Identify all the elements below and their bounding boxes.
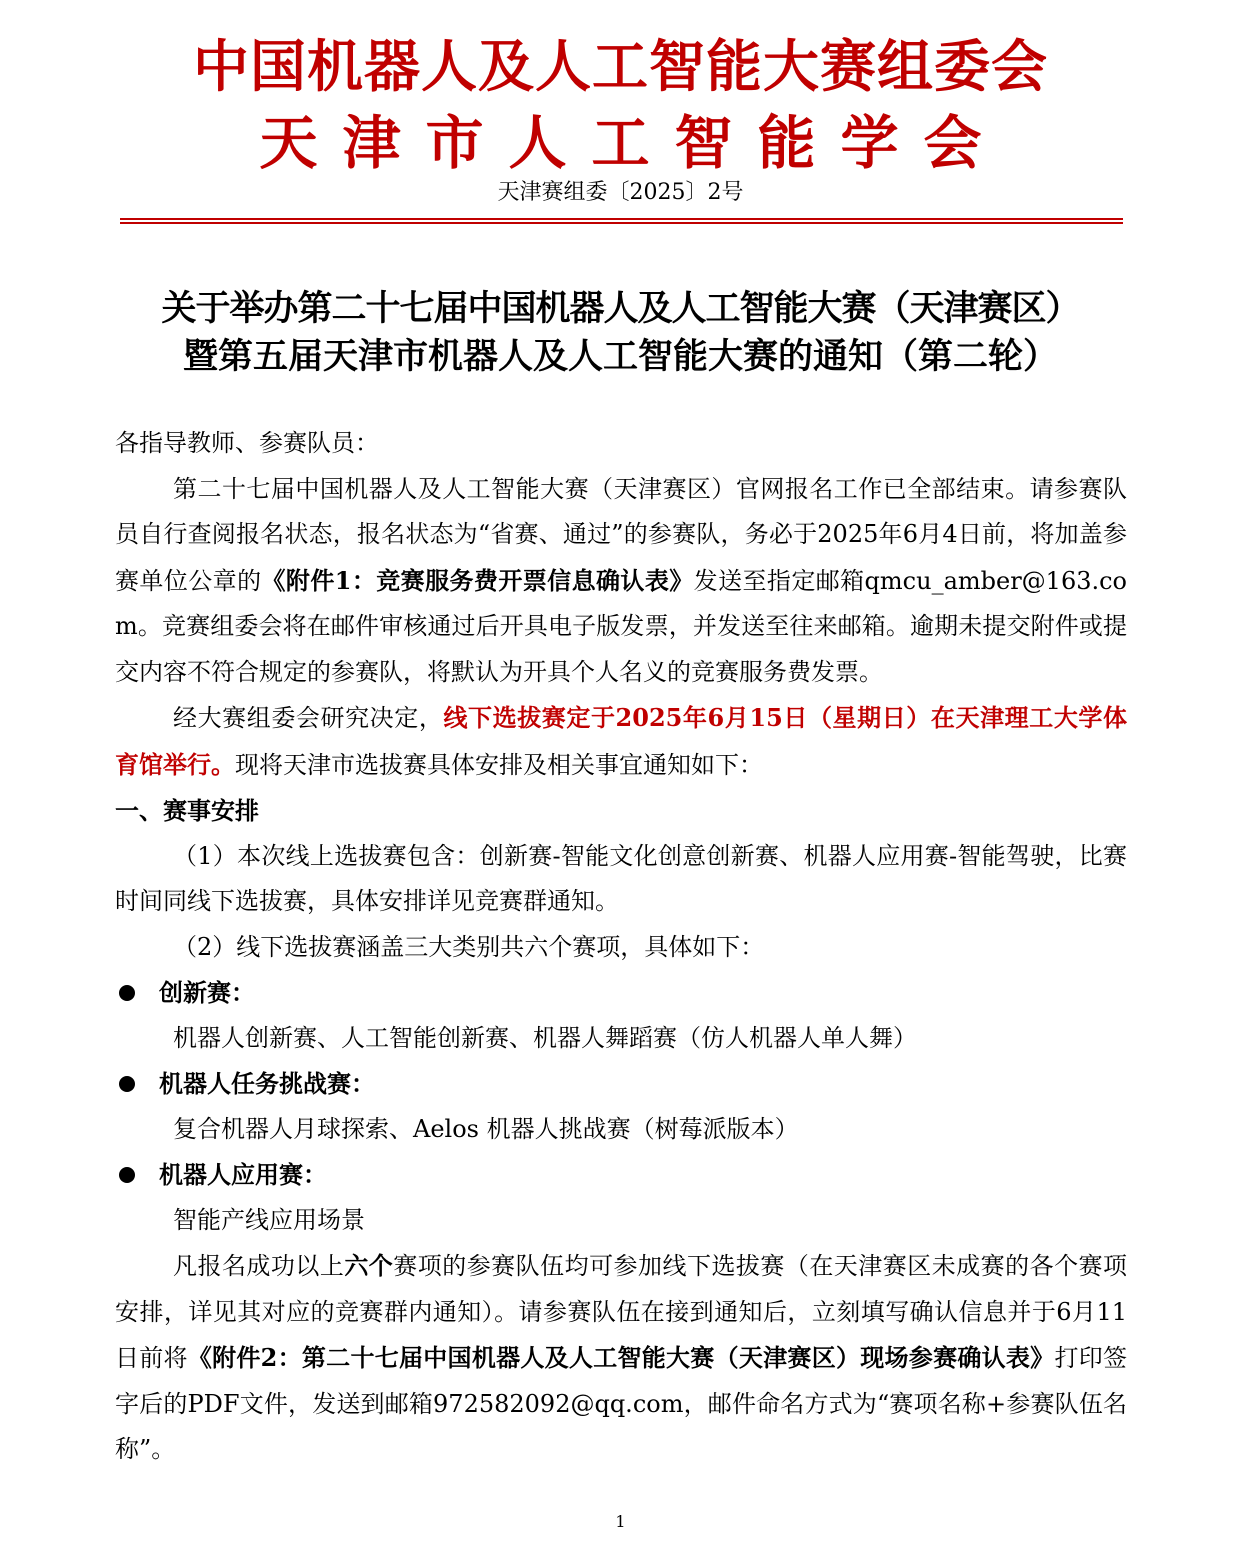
category-title: 机器人任务挑战赛： (159, 1069, 375, 1098)
category-items: 智能产线应用场景 (173, 1205, 365, 1234)
bullet-icon (119, 1167, 135, 1183)
attachment-2-title: 《附件2：第二十七届中国机器人及人工智能大赛（天津赛区）现场参赛确认表》 (187, 1343, 1055, 1372)
organizer-line-2: 天津市人工智能学会 (259, 109, 1007, 177)
page-number: 1 (615, 1512, 626, 1531)
paragraph-text: 凡报名成功以上 (173, 1252, 345, 1280)
header-divider (120, 218, 1123, 224)
category-items: 机器人创新赛、人工智能创新赛、机器人舞蹈赛（仿人机器人单人舞） (173, 1023, 917, 1052)
highlight-event-date-venue: 线下选拔赛定于2025年6月15日（星期日）在天津理工大学体育馆举行。 (115, 703, 1127, 779)
salutation: 各指导教师、参赛队员： (115, 429, 379, 457)
paragraph-offline-selection (115, 695, 1127, 788)
attachment-1-title: 《附件1：竞赛服务费开票信息确认表》 (261, 565, 694, 595)
paragraph-text: 第二十七届中国机器人及人工智能大赛（天津赛区）官网报名工作已全部结束。请参赛队员自行查阅报名状态，报名状态为“省赛、通过”的参赛队，务必于2025年6月4日前，将加盖参赛单位公章的 (115, 474, 1127, 595)
paragraph-text: 发送至指定邮箱qmcu_amber@163.com。竞赛组委会将在邮件审核通过后开具电子版发票，并发送至往来邮箱。逾期未提交附件或提交内容不符合规定的参赛队，将默认为开具个人名义的竞赛服务费发票。 (115, 566, 1128, 686)
paragraph-text: 打印签字后的PDF文件，发送到邮箱972582092@qq.com，邮件命名方式为“赛项名称+参赛队伍名称”。 (115, 1344, 1128, 1463)
notice-title-line-2: 暨第五届天津市机器人及人工智能大赛的通知（第二轮） (182, 336, 1058, 377)
category-title: 创新赛： (159, 978, 255, 1007)
category-title: 机器人应用赛： (159, 1160, 327, 1189)
list-item: （2）线下选拔赛涵盖三大类别共六个赛项，具体如下： (173, 932, 765, 961)
paragraph-text: 现将天津市选拔赛具体安排及相关事宜通知如下： (235, 750, 763, 779)
paragraph-text: 赛项的参赛队伍均可参加线下选拔赛（在天津赛区未成赛的各个赛项安排，详见其对应的竞赛群内通知）。请参赛队伍在接到通知后，立刻填写确认信息并于6月11日前将 (115, 1252, 1128, 1372)
notice-body (115, 421, 1127, 1473)
paragraph-registration (115, 467, 1127, 696)
category-application (115, 1152, 1127, 1198)
paragraph-text: 经大赛组委会研究决定， (173, 704, 444, 732)
section-heading: 一、赛事安排 (115, 796, 259, 825)
category-task-challenge (115, 1061, 1127, 1107)
paragraph-confirmation (115, 1243, 1127, 1473)
list-item: （1）本次线上选拔赛包含：创新赛-智能文化创意创新赛、机器人应用赛-智能驾驶，比赛时间同线下选拔赛，具体安排详见竞赛群通知。 (115, 841, 1127, 915)
document-number: 天津赛组委〔2025〕2号 (497, 180, 744, 205)
organizer-line-1: 中国机器人及人工智能大赛组委会 (193, 35, 1048, 100)
notice-title-line-1: 关于举办第二十七届中国机器人及人工智能大赛（天津赛区） (161, 288, 1080, 329)
bullet-icon (119, 1076, 135, 1092)
emphasis-count: 六个 (344, 1251, 394, 1280)
category-items: 复合机器人月球探索、Aelos 机器人挑战赛（树莓派版本） (173, 1114, 799, 1143)
bullet-icon (119, 985, 135, 1001)
category-innovation (115, 970, 1127, 1016)
